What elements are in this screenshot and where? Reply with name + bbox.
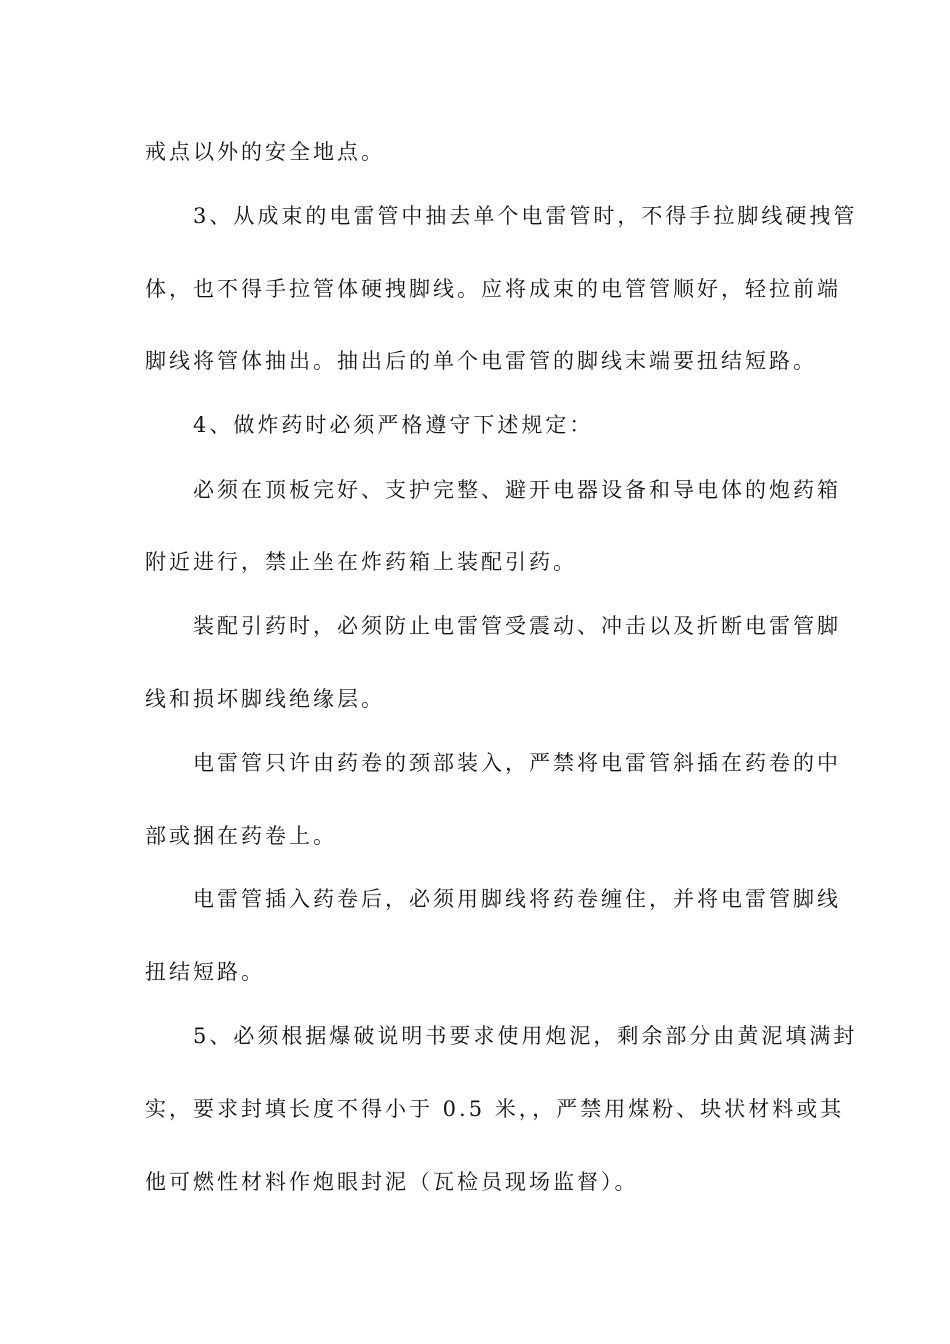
paragraph-line: 附近进行，禁止坐在炸药箱上装配引药。 xyxy=(145,550,577,574)
paragraph-line: 5、必须根据爆破说明书要求使用炮泥，剩余部分由黄泥填满封 xyxy=(193,1024,858,1048)
paragraph-line: 线和损坏脚线绝缘层。 xyxy=(145,687,385,711)
paragraph-line: 3、从成束的电雷管中抽去单个电雷管时，不得手拉脚线硬拽管 xyxy=(193,204,858,228)
paragraph-line: 部或捆在药卷上。 xyxy=(145,824,337,848)
paragraph-line: 4、做炸药时必须严格遵守下述规定： xyxy=(193,413,594,437)
paragraph-line: 他可燃性材料作炮眼封泥（瓦检员现场监督）。 xyxy=(145,1170,639,1194)
paragraph-line: 必须在顶板完好、支护完整、避开电器设备和导电体的炮药箱 xyxy=(193,478,841,502)
paragraph-line: 扭结短路。 xyxy=(145,960,265,984)
paragraph-line: 电雷管插入药卷后，必须用脚线将药卷缠住，并将电雷管脚线 xyxy=(193,887,841,911)
paragraph-line: 体，也不得手拉管体硬拽脚线。应将成束的电管管顺好，轻拉前端 xyxy=(145,277,841,301)
paragraph-line: 实，要求封填长度不得小于 0.5 米，，严禁用煤粉、块状材料或其 xyxy=(145,1097,845,1121)
paragraph-line: 电雷管只许由药卷的颈部装入，严禁将电雷管斜插在药卷的中 xyxy=(193,751,841,775)
paragraph-line: 装配引药时，必须防止电雷管受震动、冲击以及折断电雷管脚 xyxy=(193,614,841,638)
paragraph-line: 戒点以外的安全地点。 xyxy=(145,140,385,164)
paragraph-line: 脚线将管体抽出。抽出后的单个电雷管的脚线末端要扭结短路。 xyxy=(145,349,817,373)
